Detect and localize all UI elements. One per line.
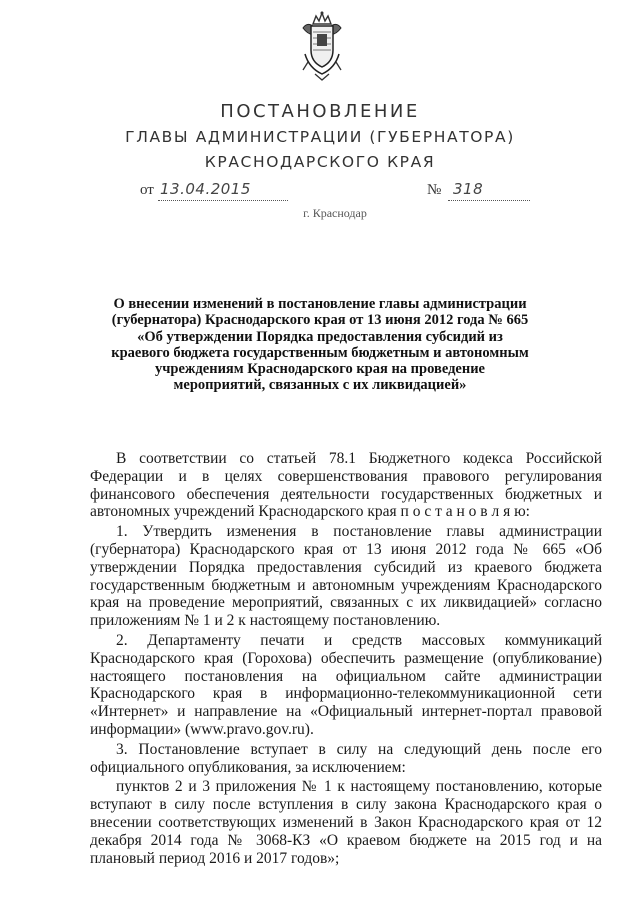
exception-paragraph: пунктов 2 и 3 приложения № 1 к настоящему постановлению, которые вступают в силу после вступления в силу закона Краснодарского края о внесении соответствующих изменений в Закон Краснодарского края от 12 декабря 2014 года № 3068-КЗ «О краевом бюджете на 2015 год и на плановый период 2016 и 2017 годов»; bbox=[90, 778, 602, 867]
authority-heading: ГЛАВЫ АДМИНИСТРАЦИИ (ГУБЕРНАТОРА) bbox=[125, 128, 515, 146]
region-heading: КРАСНОДАРСКОГО КРАЯ bbox=[204, 153, 436, 171]
clause-3-paragraph: 3. Постановление вступает в силу на следующий день после его официального опубликования, за исключением: bbox=[90, 740, 602, 776]
date-label: от bbox=[140, 182, 154, 198]
date-number-row bbox=[0, 180, 640, 204]
number-value: 318 bbox=[453, 180, 484, 198]
number-label: № bbox=[427, 182, 442, 198]
document-title: О внесении изменений в постановление главы администрации (губернатора) Краснодарского края от 13 июня 2012 года № 665 «Об утверждении Порядка предоставления субсидий из краевого бюджета государственным бюджетным и автономным учреждениям Краснодарского края на проведение мероприятий, связанных с их ликвидацией» bbox=[111, 296, 529, 394]
date-value: 13.04.2015 bbox=[160, 180, 251, 198]
preamble-paragraph: В соответствии со статьей 78.1 Бюджетного кодекса Российской Федерации и в целях совершенствования правового регулирования финансового обеспечения деятельности государственных бюджетных и автономных учреждений Краснодарского края п о с т а н о в л я ю: bbox=[90, 450, 602, 521]
clause-2-paragraph: 2. Департаменту печати и средств массовых коммуникаций Краснодарского края (Горохова) обеспечить размещение (опубликование) настоящего постановления на официальном сайте администрации Краснодарского края в информационно-телекоммуникационной сети «Интернет» и направление на «Официальный интернет-портал правовой информации» (www.pravo.gov.ru). bbox=[90, 631, 602, 738]
coat-of-arms-icon bbox=[299, 10, 345, 82]
number-underline bbox=[448, 200, 530, 201]
document-body bbox=[90, 450, 602, 869]
clause-1-paragraph: 1. Утвердить изменения в постановление главы администрации (губернатора) Краснодарского края от 13 июня 2012 года № 665 «Об утверждении Порядка предоставления субсидий из краевого бюджета государственным бюджетным и автономным учреждениям Краснодарского края на проведение мероприятий, связанных с их ликвидацией» согласно приложениям № 1 и 2 к настоящему постановлению. bbox=[90, 523, 602, 630]
city-label: г. Краснодар bbox=[303, 206, 367, 220]
document-type-heading: ПОСТАНОВЛЕНИЕ bbox=[220, 101, 420, 122]
date-underline bbox=[158, 200, 288, 201]
